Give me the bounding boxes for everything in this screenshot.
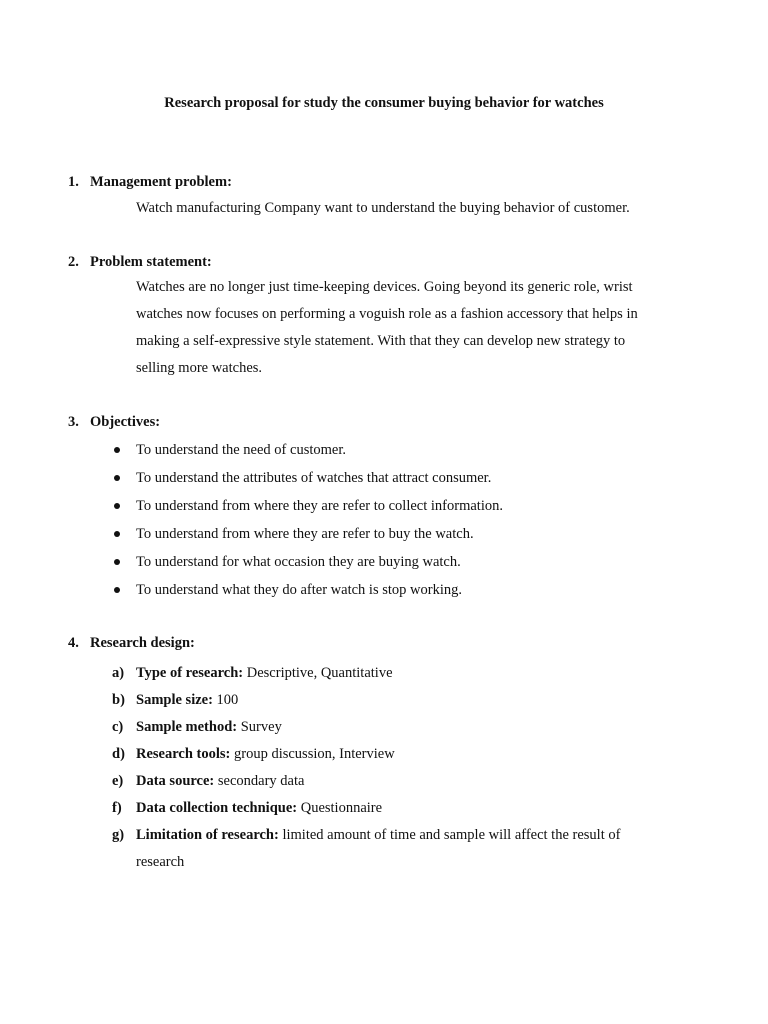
item-letter: b) [112, 692, 125, 708]
section-heading-text: Research design: [90, 635, 195, 651]
problem-statement-text: Watches are no longer just time-keeping devices. Going beyond its generic role, wrist watches now focuses on performing a voguish role as a fashion accessory that helps in making a self-expressive style statement. With that they can develop new strategy to selling more watches. [136, 279, 638, 376]
item-value: 100 [212, 692, 239, 708]
item-label: Type of research: [136, 665, 244, 681]
bullet-icon [114, 531, 120, 537]
section-objectives-heading [68, 413, 160, 431]
objective-text: To understand from where they are refer to buy the watch. [136, 526, 474, 542]
section-number: 1. [68, 174, 79, 190]
item-value: Survey [237, 719, 282, 735]
list-item [112, 525, 503, 553]
list-item [112, 441, 503, 469]
bullet-icon [114, 587, 120, 593]
bullet-icon [114, 503, 120, 509]
objective-text: To understand the need of customer. [136, 442, 346, 458]
item-letter: g) [112, 827, 125, 843]
item-label: Data source: [136, 773, 215, 789]
item-value: secondary data [214, 773, 305, 789]
item-label: Sample method: [136, 719, 238, 735]
section-problem-heading [68, 253, 212, 271]
section-number: 3. [68, 414, 79, 430]
item-value: limited amount of time and sample will affect the result of research [136, 827, 621, 870]
item-value: Questionnaire [297, 800, 383, 816]
section-design-heading [68, 634, 195, 652]
list-item [112, 497, 503, 525]
list-item [112, 795, 672, 822]
item-label: Research tools: [136, 746, 231, 762]
list-item [112, 768, 672, 795]
list-item [112, 553, 503, 581]
section-management-heading [68, 173, 232, 191]
bullet-icon [114, 559, 120, 565]
item-label: Data collection technique: [136, 800, 298, 816]
objective-text: To understand what they do after watch is stop working. [136, 582, 462, 598]
bullet-icon [114, 475, 120, 481]
item-letter: d) [112, 746, 125, 762]
section-heading-text: Management problem: [90, 174, 232, 190]
section-heading-text: Problem statement: [90, 254, 212, 270]
research-design-list [112, 660, 672, 876]
objective-text: To understand from where they are refer to collect information. [136, 498, 503, 514]
item-letter: f) [112, 800, 122, 816]
objectives-list [112, 441, 503, 609]
list-item [112, 822, 672, 876]
management-problem-text: Watch manufacturing Company want to understand the buying behavior of customer. [136, 200, 630, 216]
list-item [112, 660, 672, 687]
document-title: Research proposal for study the consumer buying behavior for watches [164, 95, 604, 111]
item-value: Descriptive, Quantitative [243, 665, 393, 681]
item-value: group discussion, Interview [230, 746, 395, 762]
section-heading-text: Objectives: [90, 414, 161, 430]
objective-text: To understand for what occasion they are buying watch. [136, 554, 461, 570]
list-item [112, 469, 503, 497]
list-item [112, 581, 503, 609]
item-label: Sample size: [136, 692, 213, 708]
list-item [112, 741, 672, 768]
section-number: 4. [68, 635, 79, 651]
item-letter: c) [112, 719, 124, 735]
list-item [112, 687, 672, 714]
item-letter: e) [112, 773, 124, 789]
item-label: Limitation of research: [136, 827, 279, 843]
section-number: 2. [68, 254, 79, 270]
bullet-icon [114, 447, 120, 453]
list-item [112, 714, 672, 741]
item-letter: a) [112, 665, 125, 681]
objective-text: To understand the attributes of watches that attract consumer. [136, 470, 492, 486]
